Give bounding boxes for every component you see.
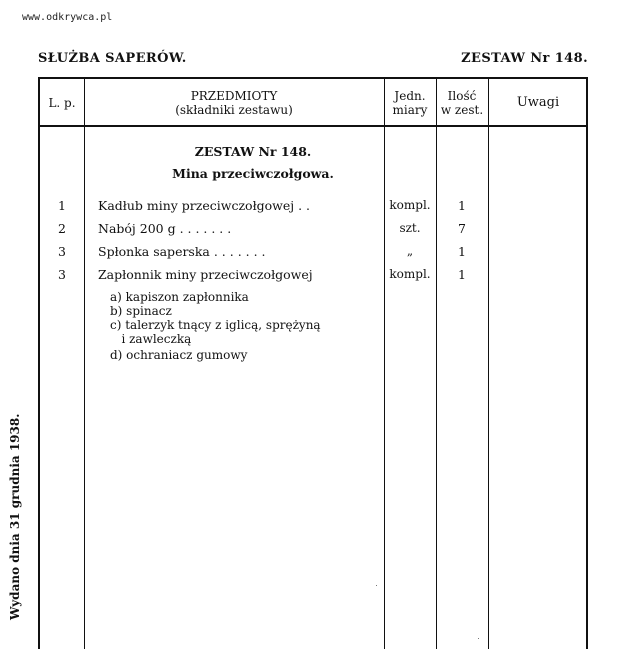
sub-item: c) talerzyk tnący z iglicą, sprężyną <box>110 318 321 332</box>
column-divider <box>436 79 437 649</box>
col-header-unit-line2: miary <box>392 103 428 117</box>
set-number-heading: ZESTAW Nr 148. <box>461 51 588 66</box>
row-qty: 1 <box>458 267 466 282</box>
set-title: ZESTAW Nr 148. <box>194 144 312 159</box>
row-qty: 7 <box>458 221 466 236</box>
issue-date-text: Wydano dnia 31 grudnia 1938. <box>8 413 22 620</box>
sub-item: d) ochraniacz gumowy <box>110 348 248 362</box>
row-lp: 1 <box>58 198 66 213</box>
row-unit: kompl. <box>389 198 431 212</box>
col-header-unit <box>384 81 436 125</box>
row-lp: 2 <box>58 221 66 236</box>
service-heading: SŁUŻBA SAPERÓW. <box>38 51 187 66</box>
col-header-items <box>84 81 384 125</box>
header-rule <box>40 125 586 127</box>
row-lp: 3 <box>58 244 66 259</box>
row-item-name: Spłonka saperska . . . . . . . <box>98 244 266 259</box>
col-header-remarks <box>488 81 588 125</box>
row-item-name: Kadłub miny przeciwczołgowej . . <box>98 198 311 213</box>
col-header-qty-line2: w zest. <box>440 103 484 117</box>
column-divider <box>84 79 85 649</box>
sub-item: i zawleczką <box>110 332 192 346</box>
sub-item: b) spinacz <box>110 304 172 318</box>
row-item-name: Zapłonnik miny przeciwczołgowej <box>98 267 313 282</box>
row-unit: kompl. <box>389 267 431 281</box>
sub-item: a) kapiszon zapłonnika <box>110 290 249 304</box>
col-header-lp-text: L. p. <box>48 96 76 110</box>
row-unit: „ <box>406 244 414 258</box>
col-header-unit-line1: Jedn. <box>394 89 426 103</box>
paper-speck <box>478 638 479 639</box>
column-divider <box>384 79 385 649</box>
col-header-items-title: PRZEDMIOTY <box>190 89 278 103</box>
items-table <box>38 77 588 649</box>
watermark-url: www.odkrywca.pl <box>22 12 113 23</box>
col-header-qty <box>436 81 488 125</box>
col-header-lp <box>40 81 84 125</box>
row-lp: 3 <box>58 267 66 282</box>
set-subtitle: Mina przeciwczołgowa. <box>172 166 334 181</box>
col-header-remarks-text: Uwagi <box>516 95 560 110</box>
col-header-items-subtitle: (składniki zestawu) <box>175 103 293 117</box>
col-header-qty-line1: Ilość <box>447 89 477 103</box>
paper-speck <box>376 585 377 586</box>
column-divider <box>488 79 489 649</box>
row-unit: szt. <box>399 221 421 235</box>
row-qty: 1 <box>458 244 466 259</box>
row-item-name: Nabój 200 g . . . . . . . <box>98 221 232 236</box>
row-qty: 1 <box>458 198 466 213</box>
